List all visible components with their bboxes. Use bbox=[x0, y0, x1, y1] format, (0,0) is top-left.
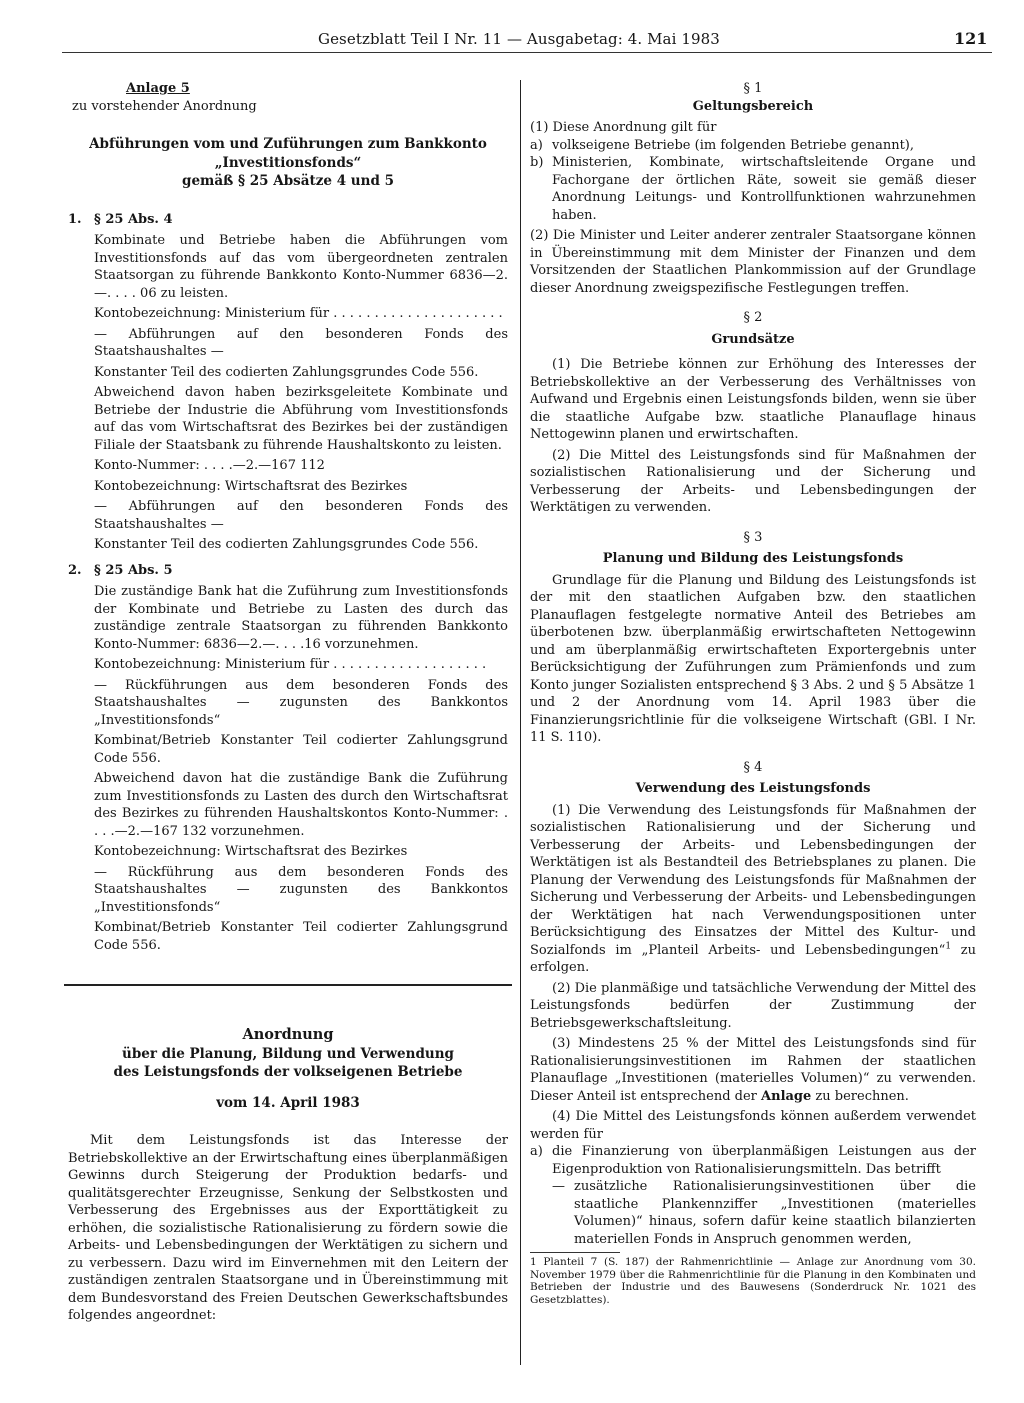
paragraph: Kontobezeichnung: Ministerium für . . . . . . . . . . . . . . . . . . . . . bbox=[94, 306, 503, 321]
paragraph: (2) Die Mittel des Leistungsfonds sind für Maßnahmen der sozialistischen Rationalisierung und der Sicherung und Verbesserung der Arbeits- und Lebensbedingungen der Werktätigen zu verwenden. bbox=[530, 447, 976, 515]
ordinance-subtitle: über die Planung, Bildung und Verwendung bbox=[122, 1045, 454, 1062]
paragraph: (1) Die Betriebe können zur Erhöhung des Interesses der Betriebskollektive an der Verbesserung des Verhältnisses von Aufwand und Ergebnis einen Leistungsfonds bilden, wenn sie über die staatliche Aufgabe bzw. staatliche Planauflage hinaus Nettogewinn planen und erwirtschaften. bbox=[530, 357, 976, 442]
list-item bbox=[530, 1143, 976, 1178]
footnote-marker: 1 bbox=[945, 941, 952, 952]
annex-heading-line: „Investitionsfonds“ bbox=[214, 154, 362, 171]
paragraph: — Rückführung aus dem besonderen Fonds des Staatshaushaltes — zugunsten des Bankkontos „Investitionsfonds“ bbox=[94, 864, 508, 915]
preamble: Mit dem Leistungsfonds ist das Interesse der Betriebskollektive an der Erwirtschaftung eines überplanmäßigen Gewinns durch Steigerung der Produktion bedarfs- und qualitätsgerechter Erzeugnisse, Senkung der Selbstkosten und Verbesserung des Ergebnisses aus der Exporttätigkeit zu erhöhen, die sozialistische Rationalisierung zu fördern sowie die Arbeits- und Lebensbedingungen der Werktätigen zu sichern und zu verbessern. Dazu wird im Einvernehmen mit den Leitern der zuständigen zentralen Staatsorgane und in Übereinstimmung mit dem Bundesvorstand des Freien Deutschen Gewerkschaftsbundes folgendes angeordnet: bbox=[68, 1133, 508, 1323]
paragraph: Grundlage für die Planung und Bildung des Leistungsfonds ist der mit den staatlichen Aufgaben bzw. den staatlichen Planauflagen festgelegte normative Anteil des Betriebes am überbotenen bzw. überplanmäßig erwirtschafteten Nettogewinn und am überplanmäßig erwirtschafteten Exportergebnis unter Berücksichtigung der Zuführungen zum Prämienfonds und zum Konto junger Sozialisten entsprechend § 3 Abs. 2 und § 5 Absätze 1 und 2 der Anordnung vom 14. April 1983 über die Finanzierungsrichtlinie für die volkseigene Wirtschaft (GBl. I Nr. 11 S. 110). bbox=[530, 572, 976, 745]
paragraph: Abweichend davon hat die zuständige Bank die Zuführung zum Investitionsfonds zu Lasten des durch den Wirtschaftsrat des Bezirkes zu führenden Haushaltskontos Konto-Nummer: . . . .—2.—167 132 vorzunehmen. bbox=[94, 771, 508, 839]
paragraph-text: (1) Die Verwendung des Leistungsfonds für Maßnahmen der sozialistischen Rationalisierung und der Sicherung und Verbesserung der Arbeits- und Lebensbedingungen der Werktätigen ist als Bestandteil des Betriebsplanes zu planen. Die Planung der Verwendung des Leistungsfonds für Maßnahmen der Sicherung und Verbesserung der Arbeits- und Lebensbedingungen der Werktätigen hat nach Verwendungspositionen unter Berücksichtigung des Einsatzes der Mittel des Kultur- und Sozialfonds im „Planteil Arbeits- und Lebensbedingungen“ bbox=[530, 802, 976, 958]
annex-item-1 bbox=[68, 211, 508, 229]
paragraph: — Rückführungen aus dem besonderen Fonds des Staatshaushaltes — zugunsten des Bankkontos „Investitionsfonds“ bbox=[94, 677, 508, 728]
paragraph: Die zuständige Bank hat die Zuführung zum Investitionsfonds der Kombinate und Betriebe zu Lasten des durch das zuständige zentrale Staatsorgan zu führenden Bankkonto Konto-Nummer: 6836—2.—. . . .16 vorzunehmen. bbox=[94, 584, 508, 652]
list-item bbox=[530, 154, 976, 224]
paragraph bbox=[530, 1035, 976, 1105]
section-title: Grundsätze bbox=[711, 331, 795, 347]
list-text: Ministerien, Kombinate, wirtschaftsleitende Organe und Fachorgane der örtlichen Räte, soweit sie gemäß dieser Anordnung Leitungs- und Kontrollfunktionen wahrzunehmen haben. bbox=[552, 155, 976, 223]
paragraph: Kontobezeichnung: Ministerium für . . . . . . . . . . . . . . . . . . . bbox=[94, 657, 487, 672]
item-number: 1. bbox=[68, 211, 82, 227]
ordinance-subtitle: des Leistungsfonds der volkseigenen Betriebe bbox=[113, 1064, 463, 1080]
annex-item-2 bbox=[68, 562, 508, 580]
annex-item-2-body bbox=[94, 579, 508, 954]
item-number: 2. bbox=[68, 562, 82, 578]
item-title: § 25 Abs. 5 bbox=[94, 562, 173, 578]
paragraph: Kombinate und Betriebe haben die Abführungen vom Investitionsfonds auf das vom übergeordneten zentralen Staatsorgan zu führende Bankkonto Konto-Nummer 6836—2.—. . . . 06 zu leisten. bbox=[94, 233, 508, 301]
ordinance-date: vom 14. April 1983 bbox=[216, 1094, 360, 1111]
section-number: § 1 bbox=[743, 81, 763, 96]
list-label: b) bbox=[530, 155, 544, 170]
list-label: a) bbox=[530, 1144, 543, 1159]
item-title: § 25 Abs. 4 bbox=[94, 211, 173, 227]
header-rule bbox=[62, 52, 992, 53]
section-number: § 3 bbox=[743, 529, 763, 545]
running-title: Gesetzblatt Teil I Nr. 11 — Ausgabetag: 4. Mai 1983 bbox=[318, 30, 720, 48]
section-title: Geltungsbereich bbox=[692, 98, 814, 114]
paragraph-text: zu berechnen. bbox=[811, 1088, 909, 1104]
anlage-label: Anlage 5 bbox=[126, 81, 190, 96]
right-column bbox=[530, 80, 976, 1306]
list-item bbox=[530, 137, 976, 155]
paragraph: — Abführungen auf den besonderen Fonds des Staatshaushaltes — bbox=[94, 326, 508, 359]
annex-heading-line: gemäß § 25 Absätze 4 und 5 bbox=[182, 173, 394, 189]
paragraph: Konto-Nummer: . . . .—2.—167 112 bbox=[94, 458, 325, 473]
paragraph: Kombinat/Betrieb Konstanter Teil codierter Zahlungsgrund Code 556. bbox=[94, 920, 508, 953]
dash-text: zusätzliche Rationalisierungsinvestitionen über die staatliche Plankennziffer „Investitionen (materielles Volumen)“ hinaus, sofern dafür keine staatlich bilanzierten materiellen Fonds in Anspruch genommen werden, bbox=[574, 1179, 976, 1247]
annex-heading bbox=[68, 135, 508, 191]
paragraph: Konstanter Teil des codierten Zahlungsgrundes Code 556. bbox=[94, 364, 479, 380]
anlage-subtitle: zu vorstehender Anordnung bbox=[72, 98, 257, 114]
ordinance-title: Anordnung bbox=[242, 1026, 334, 1043]
list-text: die Finanzierung von überplanmäßigen Leistungen aus der Eigenproduktion von Rationalisierungsmitteln. Das betrifft bbox=[552, 1144, 976, 1177]
annex-item-1-body bbox=[94, 228, 508, 554]
anlage-reference: Anlage bbox=[761, 1088, 812, 1104]
section-number: § 2 bbox=[743, 310, 763, 325]
paragraph-text: (3) Mindestens 25 % der Mittel des Leistungsfonds sind für Rationalisierungsinvestitionen im Rahmen der staatlichen Planauflage „Investitionen (materielles Volumen)“ zu verwenden. Dieser Anteil ist entsprechend der bbox=[530, 1036, 976, 1104]
paragraph: Kontobezeichnung: Wirtschaftsrat des Bezirkes bbox=[94, 844, 408, 859]
paragraph: (1) Diese Anordnung gilt für bbox=[530, 120, 717, 135]
paragraph: — Abführungen auf den besonderen Fonds des Staatshaushaltes — bbox=[94, 499, 508, 532]
section-number: § 4 bbox=[743, 759, 763, 775]
footnote-rule bbox=[530, 1252, 620, 1253]
paragraph: Abweichend davon haben bezirksgeleitete Kombinate und Betriebe der Industrie die Abführung vom Investitionsfonds auf das vom Wirtschaftsrat des Bezirkes bei der zuständigen Filiale der Staatsbank zu führende Haushaltskonto zu leisten. bbox=[94, 385, 508, 453]
paragraph: (4) Die Mittel des Leistungsfonds können außerdem verwendet werden für bbox=[530, 1109, 976, 1142]
list-label: a) bbox=[530, 137, 543, 153]
paragraph: Kontobezeichnung: Wirtschaftsrat des Bezirkes bbox=[94, 478, 408, 494]
page-number: 121 bbox=[954, 29, 988, 48]
list-text: volkseigene Betriebe (im folgenden Betriebe genannt), bbox=[552, 137, 915, 153]
annex-heading-line: Abführungen vom und Zuführungen zum Bankkonto bbox=[89, 136, 487, 152]
section-title: Verwendung des Leistungsfonds bbox=[635, 781, 871, 796]
left-column bbox=[68, 80, 508, 1325]
paragraph-text: zu erfolgen. bbox=[530, 942, 977, 975]
dash-item bbox=[552, 1178, 976, 1248]
column-divider bbox=[520, 80, 521, 1365]
footnote: 1 Planteil 7 (S. 187) der Rahmenrichtlinie — Anlage zur Anordnung vom 30. November 1979 über die Rahmenrichtlinie für die Planung in den Kombinaten und Betrieben der Industrie und des Bauwesens (Sonderdruck Nr. 1021 des Gesetzblattes). bbox=[530, 1256, 976, 1306]
section-title: Planung und Bildung des Leistungsfonds bbox=[602, 551, 904, 566]
paragraph bbox=[530, 802, 976, 977]
ordinance-heading bbox=[68, 1026, 508, 1112]
paragraph: (2) Die planmäßige und tatsächliche Verwendung der Mittel des Leistungsfonds bedürfen der Zustimmung der Betriebsgewerkschaftsleitung. bbox=[530, 980, 976, 1031]
dash-label: — bbox=[552, 1179, 565, 1194]
paragraph: Kombinat/Betrieb Konstanter Teil codierter Zahlungsgrund Code 556. bbox=[94, 733, 508, 766]
paragraph: Konstanter Teil des codierten Zahlungsgrundes Code 556. bbox=[94, 537, 479, 552]
paragraph: (2) Die Minister und Leiter anderer zentraler Staatsorgane können in Übereinstimmung mit dem Minister der Finanzen und dem Vorsitzenden der Staatlichen Plankommission auf der Grundlage dieser Anordnung zweigspezifische Festlegungen treffen. bbox=[530, 228, 976, 296]
